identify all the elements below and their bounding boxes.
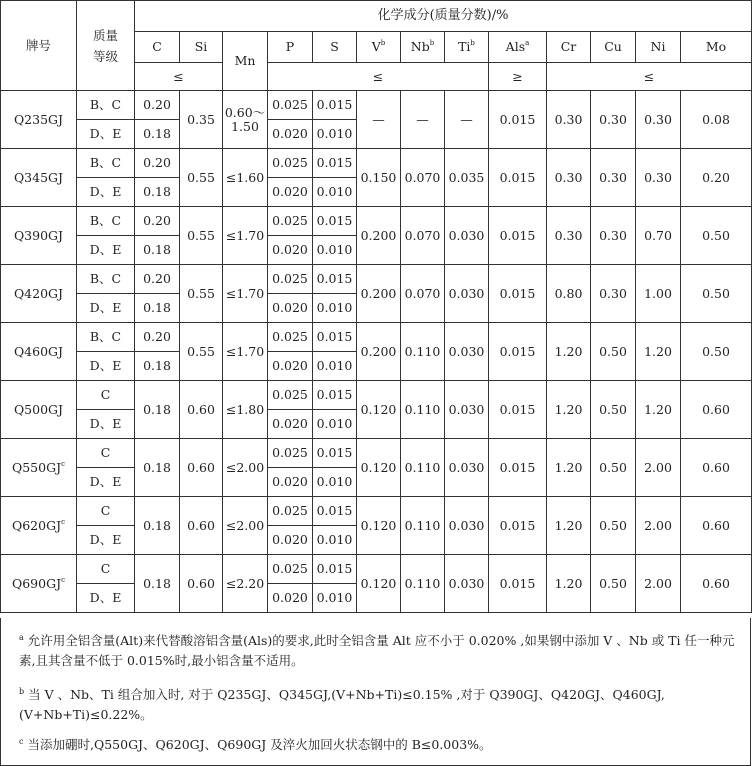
c-cell: 0.18 (135, 497, 180, 555)
quality-cell: C (77, 439, 135, 468)
quality-cell: C (77, 497, 135, 526)
ni-cell: 0.70 (636, 207, 681, 265)
table-row (1, 207, 752, 236)
mn-cell: ≤1.70 (223, 265, 268, 323)
grade-cell (1, 265, 77, 323)
mo-cell: 0.60 (681, 497, 752, 555)
si-cell: 0.60 (180, 497, 223, 555)
ti-cell: 0.030 (445, 207, 489, 265)
als-cell: 0.015 (489, 381, 547, 439)
p-cell: 0.025 (268, 555, 313, 584)
header-quality-text: 质量等级 (92, 27, 118, 64)
mo-cell: 0.20 (681, 149, 752, 207)
s-cell: 0.015 (313, 265, 357, 294)
header-le-c-si: ≤ (135, 63, 223, 91)
si-cell: 0.55 (180, 323, 223, 381)
grade-text: Q420GJ (13, 285, 64, 301)
ni-cell: 0.30 (636, 149, 681, 207)
footnote-b-mark: b (19, 687, 25, 696)
c-cell: 0.18 (135, 439, 180, 497)
header-mo: Mo (681, 32, 752, 63)
header-ti-sup: b (470, 39, 475, 47)
ni-cell: 1.20 (636, 381, 681, 439)
cu-cell: 0.30 (591, 207, 636, 265)
header-le-p-ti: ≤ (268, 63, 489, 91)
p-cell: 0.020 (268, 526, 313, 555)
cr-cell: 0.30 (547, 207, 591, 265)
quality-cell: D、E (77, 236, 135, 265)
c-cell: 0.18 (135, 294, 180, 323)
header-v-sup: b (380, 39, 386, 47)
nb-cell: 0.110 (401, 439, 445, 497)
si-cell: 0.60 (180, 381, 223, 439)
grade-text: Q500GJ (13, 401, 64, 417)
ti-cell: 0.030 (445, 497, 489, 555)
grade-text: Q690GJ (11, 575, 62, 591)
grade-text: Q620GJ (11, 517, 62, 533)
ti-cell: 0.030 (445, 439, 489, 497)
footnote-c-text: 当添加硼时,Q550GJ、Q620GJ、Q690GJ 及淬火加回火状态钢中的 B≤0.003%。 (27, 737, 492, 752)
als-cell: 0.015 (489, 91, 547, 149)
s-cell: 0.015 (313, 497, 357, 526)
p-cell: 0.025 (268, 207, 313, 236)
cr-cell: 1.20 (547, 323, 591, 381)
cu-cell: 0.30 (591, 149, 636, 207)
c-cell: 0.18 (135, 555, 180, 613)
cr-cell: 0.30 (547, 91, 591, 149)
mo-cell: 0.60 (681, 439, 752, 497)
mn-cell: ≤2.00 (223, 497, 268, 555)
ti-cell: 0.030 (445, 555, 489, 613)
header-cu: Cu (591, 32, 636, 63)
p-cell: 0.025 (268, 381, 313, 410)
header-cr: Cr (547, 32, 591, 63)
mn-cell: ≤2.00 (223, 439, 268, 497)
s-cell: 0.015 (313, 381, 357, 410)
ni-cell: 1.00 (636, 265, 681, 323)
v-cell: 0.120 (357, 381, 401, 439)
nb-cell: 0.110 (401, 555, 445, 613)
header-als-text: Als (505, 39, 526, 54)
p-cell: 0.020 (268, 120, 313, 149)
cr-cell: 1.20 (547, 555, 591, 613)
header-si: Si (180, 32, 223, 63)
s-cell: 0.010 (313, 120, 357, 149)
cr-cell: 0.80 (547, 265, 591, 323)
quality-cell: D、E (77, 468, 135, 497)
cu-cell: 0.50 (591, 555, 636, 613)
header-mn: Mn (223, 32, 268, 91)
p-cell: 0.025 (268, 497, 313, 526)
quality-cell: D、E (77, 120, 135, 149)
s-cell: 0.010 (313, 352, 357, 381)
grade-cell (1, 381, 77, 439)
cu-cell: 0.50 (591, 323, 636, 381)
mo-cell: 0.60 (681, 381, 752, 439)
p-cell: 0.025 (268, 323, 313, 352)
grade-cell (1, 149, 77, 207)
c-cell: 0.18 (135, 236, 180, 265)
ti-cell: 0.030 (445, 265, 489, 323)
footnote-a (19, 628, 738, 671)
nb-cell: 0.110 (401, 497, 445, 555)
s-cell: 0.015 (313, 439, 357, 468)
c-cell: 0.18 (135, 178, 180, 207)
c-cell: 0.20 (135, 265, 180, 294)
grade-cell (1, 207, 77, 265)
v-cell: 0.200 (357, 207, 401, 265)
nb-cell: 0.070 (401, 207, 445, 265)
als-cell: 0.015 (489, 555, 547, 613)
si-cell: 0.35 (180, 91, 223, 149)
footnote-b (19, 682, 738, 725)
footnote-b-text: 当 V 、Nb、Ti 组合加入时, 对于 Q235GJ、Q345GJ,(V+Nb+Ti)≤0.15% ,对于 Q390GJ、Q420GJ、Q460GJ,(V+Nb+Ti)≤0.22%。 (19, 687, 665, 722)
s-cell: 0.015 (313, 207, 357, 236)
footnote-a-mark: a (19, 633, 24, 642)
grade-text: Q390GJ (13, 227, 64, 243)
grade-cell (1, 323, 77, 381)
nb-cell: 0.110 (401, 381, 445, 439)
mn-cell: ≤1.80 (223, 381, 268, 439)
header-nb (401, 32, 445, 63)
c-cell: 0.20 (135, 207, 180, 236)
header-v (357, 32, 401, 63)
mo-cell: 0.08 (681, 91, 752, 149)
ni-cell: 0.30 (636, 91, 681, 149)
header-chem-title: 化学成分(质量分数)/% (135, 1, 752, 32)
grade-sup: c (61, 459, 66, 468)
header-als (489, 32, 547, 63)
p-cell: 0.025 (268, 149, 313, 178)
table-row (1, 497, 752, 526)
ti-cell: 0.030 (445, 323, 489, 381)
als-cell: 0.015 (489, 497, 547, 555)
si-cell: 0.60 (180, 555, 223, 613)
mn-cell: ≤2.20 (223, 555, 268, 613)
p-cell: 0.025 (268, 439, 313, 468)
nb-cell: — (401, 91, 445, 149)
header-ti (445, 32, 489, 63)
table-row (1, 91, 752, 120)
c-cell: 0.20 (135, 323, 180, 352)
s-cell: 0.010 (313, 410, 357, 439)
cr-cell: 1.20 (547, 497, 591, 555)
si-cell: 0.55 (180, 207, 223, 265)
nb-cell: 0.070 (401, 265, 445, 323)
mo-cell: 0.50 (681, 265, 752, 323)
header-grade: 牌号 (1, 1, 77, 91)
s-cell: 0.015 (313, 91, 357, 120)
grade-text: Q550GJ (11, 459, 62, 475)
header-v-text: V (371, 39, 381, 54)
c-cell: 0.18 (135, 352, 180, 381)
footnotes (0, 618, 751, 766)
footnote-a-text: 允许用全铝含量(Alt)来代替酸溶铝含量(Als)的要求,此时全铝含量 Alt 应不小于 0.020% ,如果钢中添加 V 、Nb 或 Ti 任一种元素,且其含量不低于 0.015%时,最小铝含量不适用。 (19, 633, 735, 668)
header-ni: Ni (636, 32, 681, 63)
header-nb-text: Nb (410, 39, 430, 54)
s-cell: 0.015 (313, 149, 357, 178)
p-cell: 0.020 (268, 410, 313, 439)
table-body (1, 91, 752, 613)
cu-cell: 0.30 (591, 91, 636, 149)
s-cell: 0.010 (313, 178, 357, 207)
mo-cell: 0.60 (681, 555, 752, 613)
grade-cell (1, 91, 77, 149)
footnote-c (19, 732, 738, 755)
p-cell: 0.020 (268, 236, 313, 265)
table-row (1, 265, 752, 294)
als-cell: 0.015 (489, 207, 547, 265)
ti-cell: 0.035 (445, 149, 489, 207)
quality-cell: D、E (77, 526, 135, 555)
ni-cell: 2.00 (636, 555, 681, 613)
header-als-sup: a (525, 39, 530, 47)
p-cell: 0.020 (268, 178, 313, 207)
si-cell: 0.55 (180, 149, 223, 207)
quality-cell: D、E (77, 584, 135, 613)
table-row (1, 149, 752, 178)
table-row (1, 381, 752, 410)
als-cell: 0.015 (489, 265, 547, 323)
p-cell: 0.020 (268, 584, 313, 613)
s-cell: 0.010 (313, 294, 357, 323)
cu-cell: 0.30 (591, 265, 636, 323)
p-cell: 0.020 (268, 294, 313, 323)
mo-cell: 0.50 (681, 207, 752, 265)
p-cell: 0.025 (268, 265, 313, 294)
quality-cell: B、C (77, 149, 135, 178)
cu-cell: 0.50 (591, 439, 636, 497)
ti-cell: 0.030 (445, 381, 489, 439)
v-cell: 0.120 (357, 555, 401, 613)
v-cell: 0.200 (357, 323, 401, 381)
table-row (1, 555, 752, 584)
v-cell: 0.200 (357, 265, 401, 323)
grade-sup: c (61, 517, 66, 526)
si-cell: 0.60 (180, 439, 223, 497)
ni-cell: 2.00 (636, 439, 681, 497)
quality-cell: C (77, 555, 135, 584)
als-cell: 0.015 (489, 323, 547, 381)
quality-cell: B、C (77, 323, 135, 352)
s-cell: 0.015 (313, 323, 357, 352)
mn-cell: ≤1.70 (223, 207, 268, 265)
quality-cell: D、E (77, 352, 135, 381)
cr-cell: 0.30 (547, 149, 591, 207)
grade-sup: c (61, 575, 66, 584)
quality-cell: C (77, 381, 135, 410)
cu-cell: 0.50 (591, 497, 636, 555)
als-cell: 0.015 (489, 439, 547, 497)
si-cell: 0.55 (180, 265, 223, 323)
ni-cell: 1.20 (636, 323, 681, 381)
grade-cell (1, 497, 77, 555)
nb-cell: 0.070 (401, 149, 445, 207)
grade-text: Q345GJ (13, 169, 64, 185)
ti-cell: — (445, 91, 489, 149)
grade-cell (1, 439, 77, 497)
s-cell: 0.010 (313, 468, 357, 497)
cr-cell: 1.20 (547, 439, 591, 497)
cr-cell: 1.20 (547, 381, 591, 439)
header-nb-sup: b (429, 39, 435, 47)
c-cell: 0.20 (135, 149, 180, 178)
s-cell: 0.010 (313, 236, 357, 265)
grade-cell (1, 555, 77, 613)
mo-cell: 0.50 (681, 323, 752, 381)
header-p: P (268, 32, 313, 63)
quality-cell: D、E (77, 410, 135, 439)
s-cell: 0.010 (313, 584, 357, 613)
v-cell: — (357, 91, 401, 149)
grade-text: Q235GJ (13, 111, 64, 127)
quality-cell: B、C (77, 91, 135, 120)
header-ge-als: ≥ (489, 63, 547, 91)
header-s: S (313, 32, 357, 63)
ni-cell: 2.00 (636, 497, 681, 555)
quality-cell: D、E (77, 178, 135, 207)
header-ti-text: Ti (458, 39, 471, 54)
table-row (1, 439, 752, 468)
header-quality (77, 1, 135, 91)
als-cell: 0.015 (489, 149, 547, 207)
p-cell: 0.020 (268, 352, 313, 381)
v-cell: 0.120 (357, 439, 401, 497)
table-row (1, 323, 752, 352)
c-cell: 0.18 (135, 381, 180, 439)
quality-cell: B、C (77, 207, 135, 236)
nb-cell: 0.110 (401, 323, 445, 381)
grade-text: Q460GJ (13, 343, 64, 359)
v-cell: 0.120 (357, 497, 401, 555)
header-c: C (135, 32, 180, 63)
p-cell: 0.020 (268, 468, 313, 497)
header-le-cr-mo: ≤ (547, 63, 752, 91)
p-cell: 0.025 (268, 91, 313, 120)
mn-cell: ≤1.60 (223, 149, 268, 207)
footnote-c-mark: c (19, 737, 24, 746)
v-cell: 0.150 (357, 149, 401, 207)
c-cell: 0.20 (135, 91, 180, 120)
quality-cell: D、E (77, 294, 135, 323)
mn-cell: 0.60～1.50 (223, 91, 268, 149)
s-cell: 0.015 (313, 555, 357, 584)
cu-cell: 0.50 (591, 381, 636, 439)
c-cell: 0.18 (135, 120, 180, 149)
s-cell: 0.010 (313, 526, 357, 555)
mn-cell: ≤1.70 (223, 323, 268, 381)
quality-cell: B、C (77, 265, 135, 294)
